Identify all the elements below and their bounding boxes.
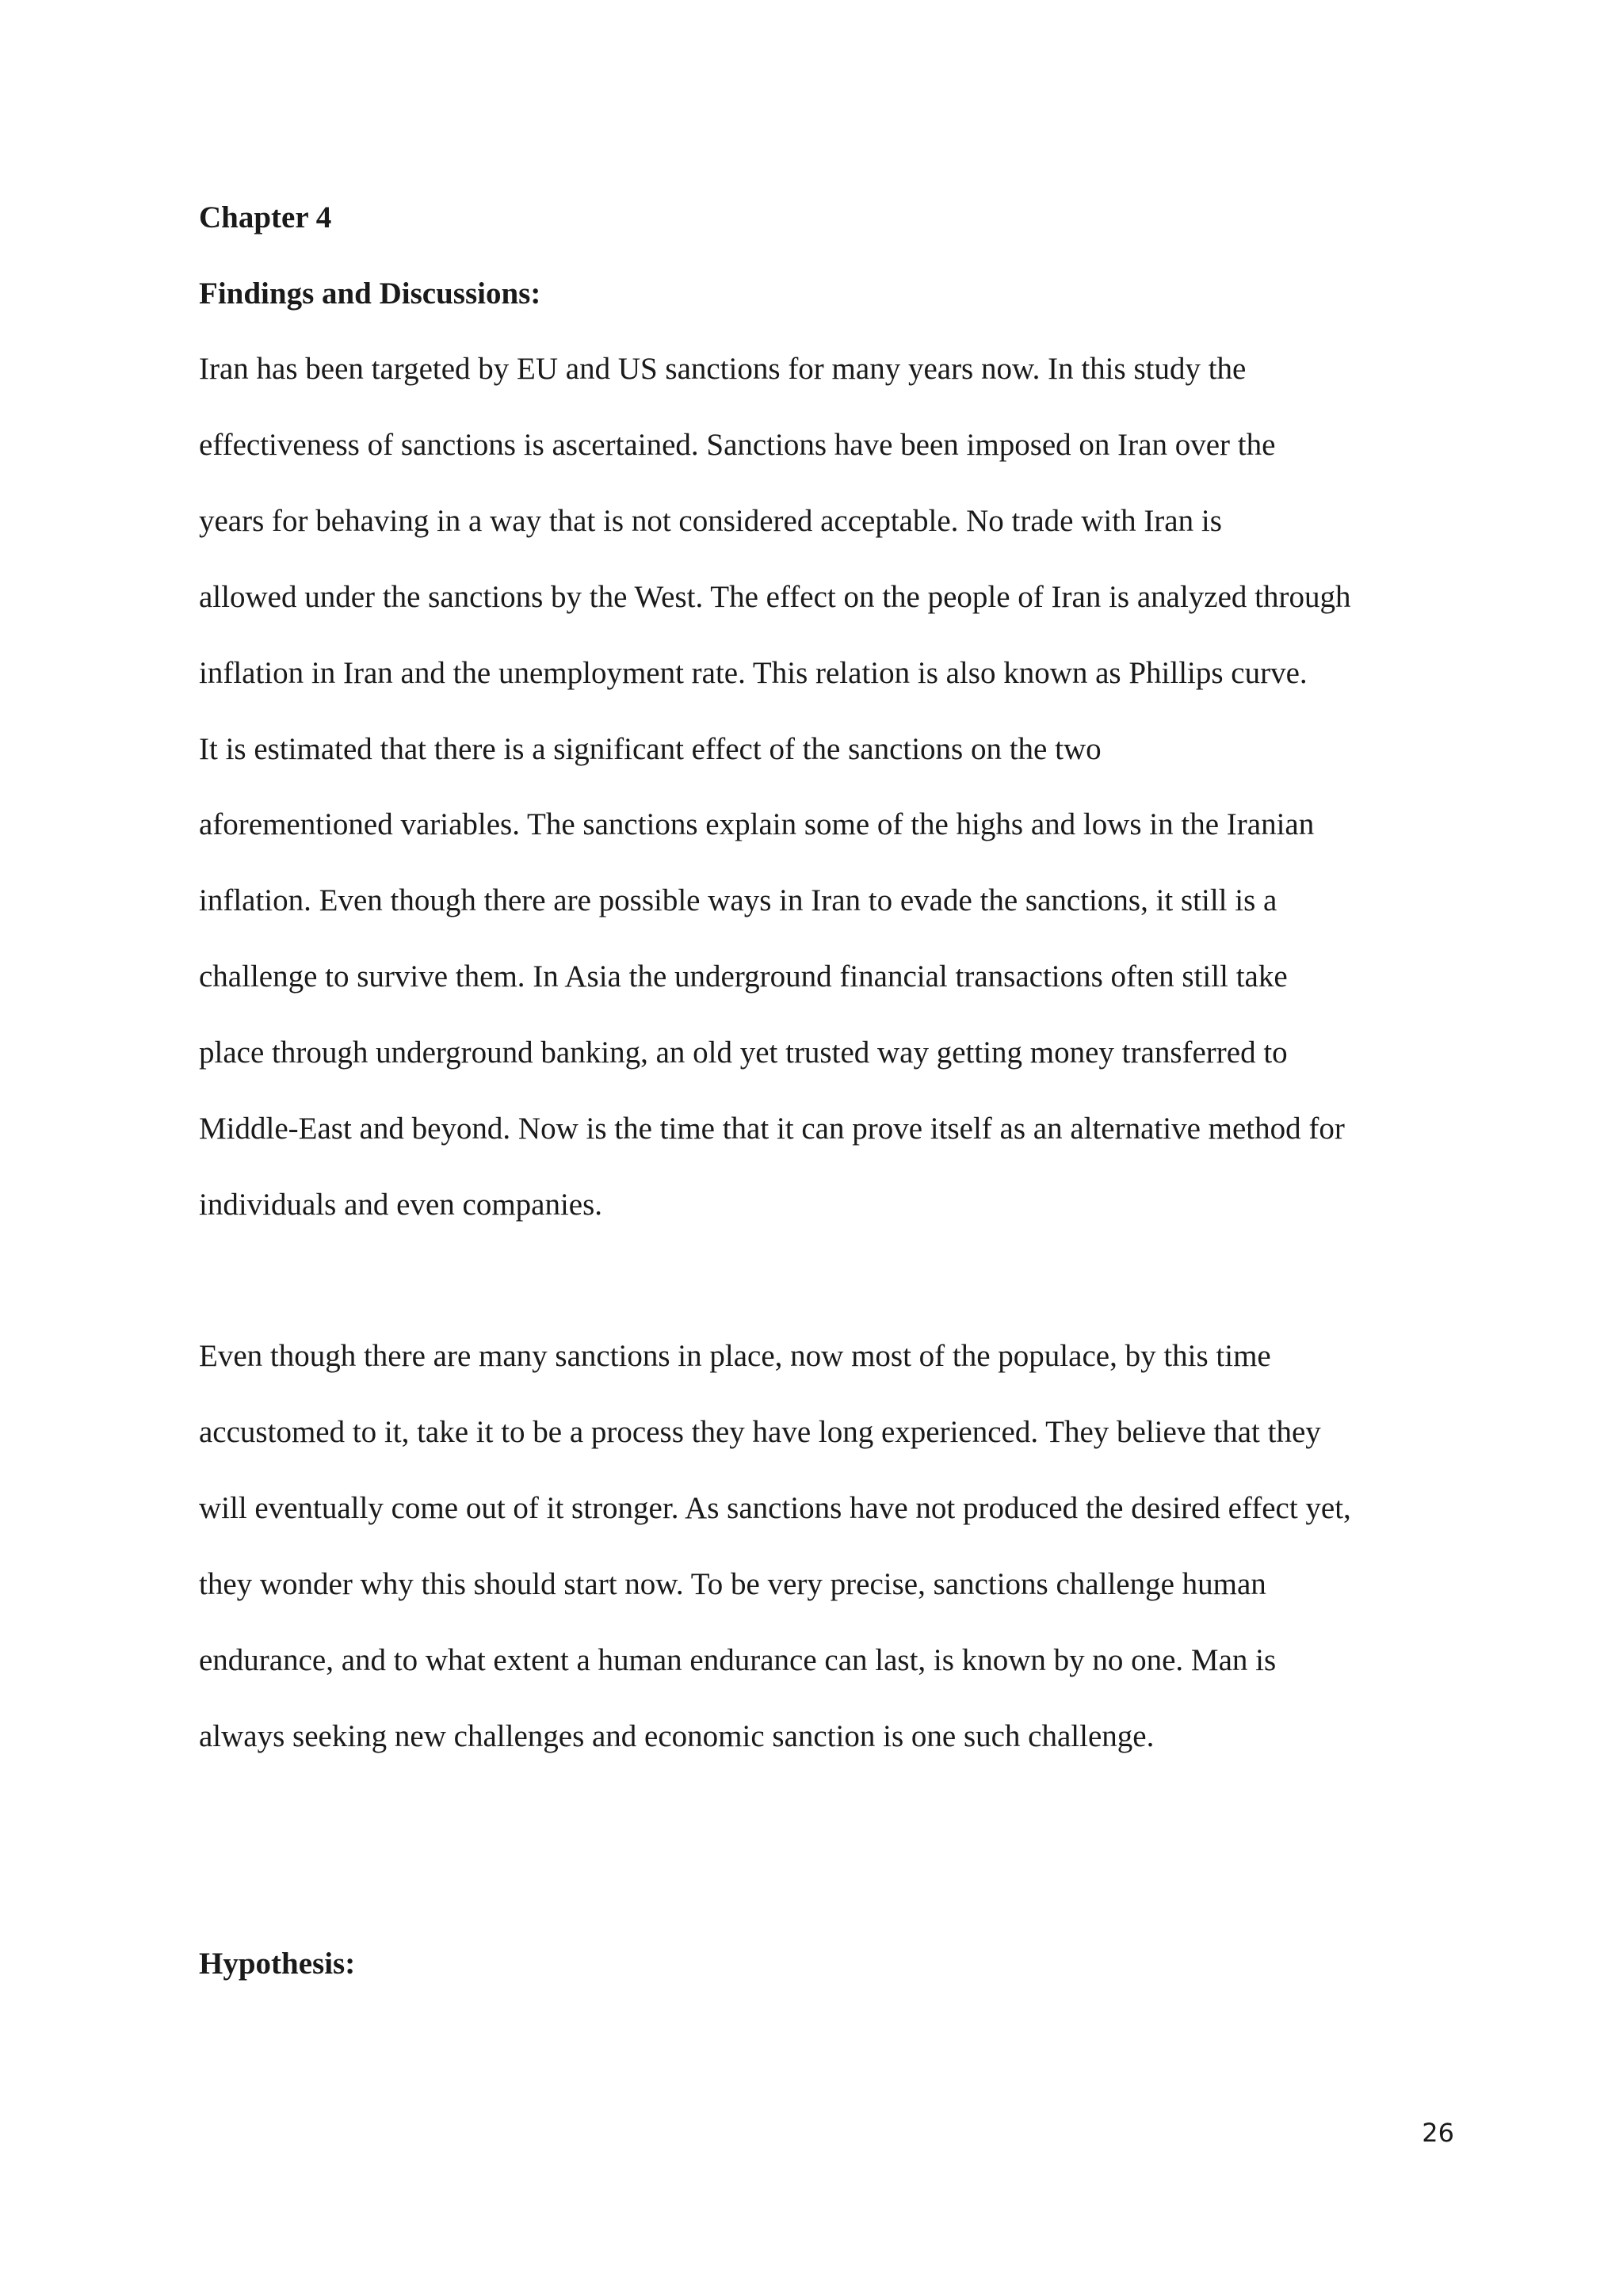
paragraph-line: challenge to survive them. In Asia the underground financial transactions often still take (199, 959, 1288, 994)
paragraph-line: inflation. Even though there are possible ways in Iran to evade the sanctions, it still is a (199, 883, 1277, 917)
paragraph-line: always seeking new challenges and economic sanction is one such challenge. (199, 1719, 1155, 1753)
paragraph-line: place through underground banking, an old yet trusted way getting money transferred to (199, 1035, 1288, 1070)
page-number: 26 (1422, 2118, 1454, 2148)
paragraph-line: allowed under the sanctions by the West. The effect on the people of Iran is analyzed through (199, 580, 1351, 614)
paragraph-line: will eventually come out of it stronger. As sanctions have not produced the desired effect yet, (199, 1491, 1351, 1525)
paragraph-line: endurance, and to what extent a human endurance can last, is known by no one. Man is (199, 1643, 1277, 1677)
paragraph-line: accustomed to it, take it to be a process they have long experienced. They believe that they (199, 1415, 1321, 1449)
paragraph-line: inflation in Iran and the unemployment rate. This relation is also known as Phillips curve. (199, 656, 1308, 690)
paragraph-line: Iran has been targeted by EU and US sanctions for many years now. In this study the (199, 352, 1247, 386)
section-heading: Findings and Discussions: (199, 277, 541, 311)
paragraph-line: they wonder why this should start now. To be very precise, sanctions challenge human (199, 1567, 1266, 1601)
chapter-title: Chapter 4 (199, 200, 332, 235)
paragraph-line: Even though there are many sanctions in place, now most of the populace, by this time (199, 1339, 1271, 1373)
paragraph-line: individuals and even companies. (199, 1188, 603, 1222)
paragraph-line: years for behaving in a way that is not considered acceptable. No trade with Iran is (199, 504, 1222, 538)
paragraph-line: It is estimated that there is a significant effect of the sanctions on the two (199, 732, 1102, 766)
paragraph-line: Middle-East and beyond. Now is the time that it can prove itself as an alternative method for (199, 1112, 1345, 1146)
hypothesis-heading: Hypothesis: (199, 1947, 356, 1981)
paragraph-line: effectiveness of sanctions is ascertained. Sanctions have been imposed on Iran over the (199, 428, 1276, 462)
paragraph-line: aforementioned variables. The sanctions explain some of the highs and lows in the Iranian (199, 807, 1315, 841)
